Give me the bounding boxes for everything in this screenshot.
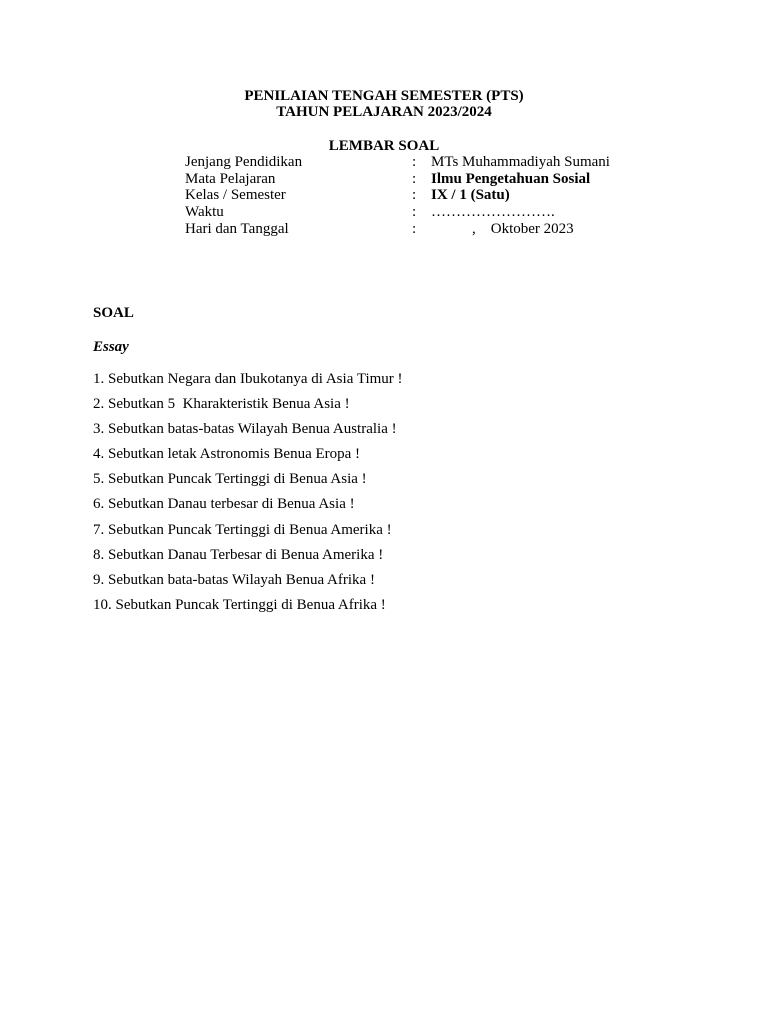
info-label: Jenjang Pendidikan — [185, 154, 303, 170]
question-item: 9. Sebutkan bata-batas Wilayah Benua Afrika ! — [93, 571, 375, 588]
section-heading: SOAL — [93, 305, 134, 321]
question-item: 1. Sebutkan Negara dan Ibukotanya di Asia Timur ! — [93, 371, 403, 387]
document-title: PENILAIAN TENGAH SEMESTER (PTS) — [244, 88, 524, 104]
question-item: 2. Sebutkan 5 Kharakteristik Benua Asia ! — [93, 396, 350, 413]
info-label: Hari dan Tanggal — [185, 220, 289, 237]
sheet-title: LEMBAR SOAL — [328, 138, 440, 154]
question-list — [93, 371, 403, 622]
info-colon: : — [412, 204, 417, 221]
info-colon: : — [412, 187, 417, 204]
question-item: 4. Sebutkan letak Astronomis Benua Eropa ! — [93, 446, 361, 463]
question-item: 7. Sebutkan Puncak Tertinggi di Benua Amerika ! — [93, 521, 392, 538]
info-value: MTs Muhammadiyah Sumani — [431, 154, 610, 170]
question-item: 3. Sebutkan batas-batas Wilayah Benua Australia ! — [93, 421, 397, 438]
info-colon: : — [412, 220, 417, 237]
question-item: 8. Sebutkan Danau Terbesar di Benua Amerika ! — [93, 546, 384, 563]
section-subheading: Essay — [93, 339, 129, 355]
question-item: 6. Sebutkan Danau terbesar di Benua Asia ! — [93, 496, 355, 513]
info-value: IX / 1 (Satu) — [431, 187, 510, 204]
question-item: 5. Sebutkan Puncak Tertinggi di Benua Asia ! — [93, 471, 367, 488]
question-item: 10. Sebutkan Puncak Tertinggi di Benua Afrika ! — [93, 596, 386, 613]
document-subtitle: TAHUN PELAJARAN 2023/2024 — [276, 104, 492, 120]
info-label: Mata Pelajaran — [185, 170, 276, 187]
info-value: Ilmu Pengetahuan Sosial — [431, 170, 591, 187]
info-value: , Oktober 2023 — [472, 220, 574, 237]
info-label: Kelas / Semester — [185, 187, 286, 204]
info-colon: : — [412, 170, 417, 187]
info-colon: : — [412, 154, 417, 170]
info-label: Waktu — [185, 204, 224, 221]
info-value: ……………………. — [431, 204, 555, 221]
